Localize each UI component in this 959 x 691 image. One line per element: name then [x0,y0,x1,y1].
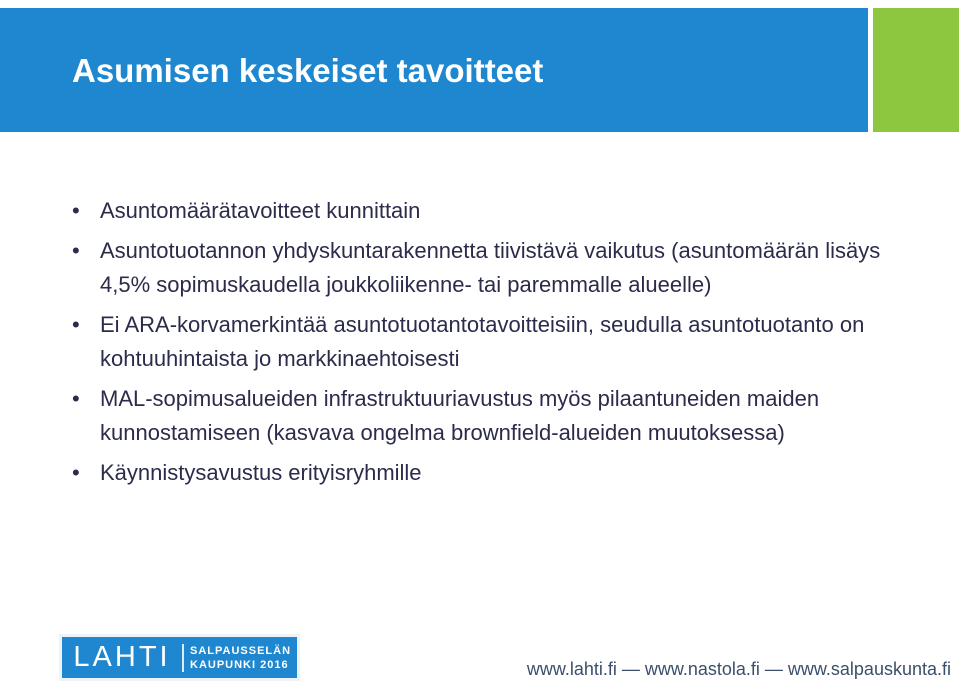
logo-caption-line1: SALPAUSSELÄN [190,644,292,657]
title-accent-bar [873,8,959,132]
bullet-item: • Asuntomäärätavoitteet kunnittain [72,194,932,228]
lahti-logo-text: LAHTI [73,641,171,673]
logo-caption [184,644,291,672]
logo-caption-line2: KAUPUNKI 2016 [190,658,289,671]
lahti-logo [59,634,300,681]
bullet-item: • Ei ARA-korvamerkintää asuntotuotantotavoitteisiin, seudulla asuntotuotanto on kohtuuhintaista jo markkinaehtoisesti [72,308,932,376]
bullet-item: • Asuntotuotannon yhdyskuntarakennetta tiivistävä vaikutus (asuntomäärän lisäys 4,5% sopimuskaudella joukkoliikenne- tai paremmalle alueelle) [72,234,932,302]
logo-divider [182,644,184,672]
slide-title: Asumisen keskeiset tavoitteet [72,52,544,89]
bullet-item: • MAL-sopimusalueiden infrastruktuuriavustus myös pilaantuneiden maiden kunnostamiseen (kasvava ongelma brownfield-alueiden muutoksessa) [72,382,932,450]
bullet-list [72,194,932,496]
footer-links: www.lahti.fi — www.nastola.fi — www.salpauskunta.fi [526,659,951,679]
bullet-item: • Käynnistysavustus erityisryhmille [72,456,932,490]
